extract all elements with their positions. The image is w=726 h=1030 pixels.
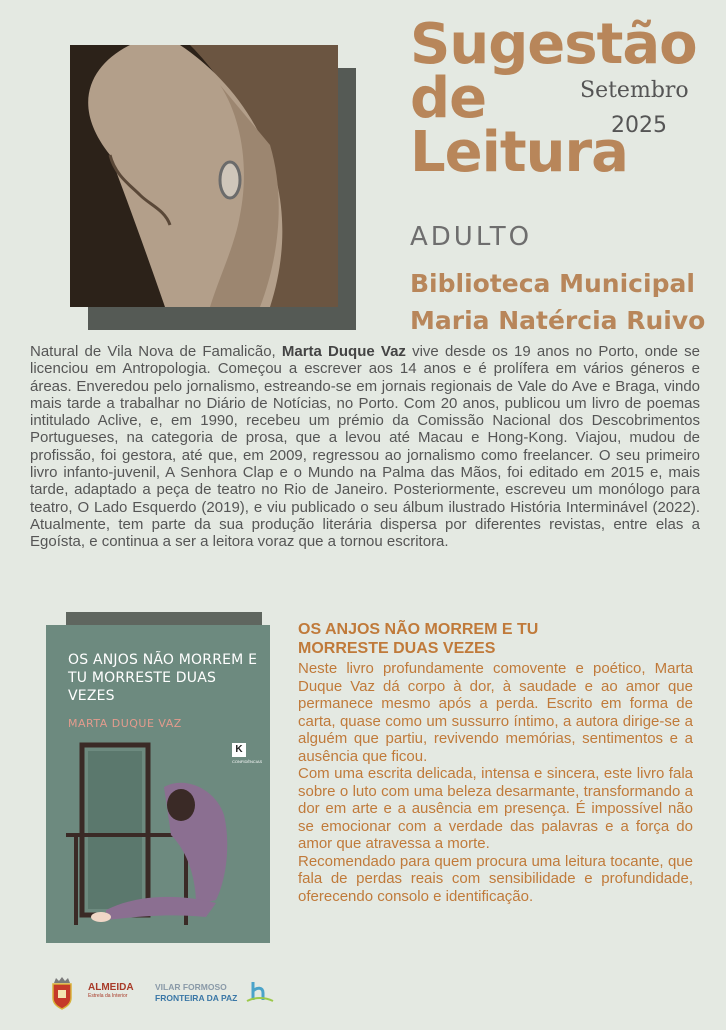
library-logo-icon (245, 980, 275, 1004)
book-cover (46, 625, 270, 943)
author-photo (70, 45, 338, 307)
title-line-2: de (410, 66, 487, 131)
vilar-line-2: FRONTEIRA DA PAZ (155, 993, 238, 1003)
publisher-name: CONFIDÊNCIAS (232, 759, 263, 764)
author-name: Marta Duque Vaz (281, 343, 406, 360)
review-paragraph-2: Com uma escrita delicada, intensa e sincera, este livro fala sobre o luto com uma beleza desarmante, transformando a dor em arte e a ausência em presença. É impossível não se emocionar com a verdade das palavras e a força do amor que atravessa a morte. (298, 765, 693, 852)
bio-intro: Natural de Vila Nova de Famalicão, (30, 343, 282, 360)
title-line-3: Leitura (410, 120, 628, 185)
library-name (410, 265, 705, 339)
book-review (298, 660, 693, 905)
bio-text: vive desde os 19 anos no Porto, onde se licenciou em Antropologia. Começou a escrever aos 14 anos e é prolífera em vários géneros e áreas. Enveredou pelo jornalismo, estreando-se em jornais regionais de Vale do Ave e Braga, vindo mais tarde a trabalhar no Diário de Notícias, no Porto. Com 20 anos, publicou um livro de poemas intitulado Aclive, e, em 1990, recebeu um prémio da Comissão Nacional dos Descobrimentos Portugueses, na categoria de prosa, que a levou até Macau e Hong-Kong. Viajou, mudou de profissão, foi gestora, até que, em 2009, regressou ao jornalismo como freelancer. O seu primeiro livro infanto-juvenil, A Senhora Clap e o Mundo na Palma das Mãos, foi editado em 2015 e, mais tarde, adaptado a peça de teatro no Rio de Janeiro. Posteriormente, escreveu um monólogo para teatro, O Lado Esquerdo (2019), e viu publicado o seu álbum ilustrado História Interminável (2022). Atualmente, tem parte da sua produção literária dispersa por diferentes revistas, entre elas a Egoísta, e continua a ser a leitora voraz que a tornou escritora. (30, 343, 700, 551)
publisher-logo (232, 743, 263, 773)
author-bio (30, 343, 700, 551)
almeida-name: ALMEIDA (88, 982, 134, 993)
review-paragraph-3: Recomendado para quem procura uma leitura tocante, que fala de perdas reais com sensibilidade e profundidade, oferecendo consolo e identificação. (298, 852, 693, 905)
book-title: OS ANJOS NÃO MORREM E TU MORRESTE DUAS VEZES (298, 621, 539, 657)
cover-author: MARTA DUQUE VAZ (68, 717, 182, 730)
library-line-2: Maria Natércia Ruivo (410, 306, 706, 335)
library-line-1: Biblioteca Municipal (410, 269, 695, 298)
year-label: 2025 (611, 113, 667, 138)
author-portrait-image (70, 45, 338, 307)
vilar-line-1: VILAR FORMOSO (155, 982, 227, 992)
almeida-logo (88, 982, 134, 999)
publisher-letter: K (232, 743, 246, 757)
title-line-1: Sugestão (410, 12, 697, 77)
almeida-crest-icon (50, 976, 74, 1010)
review-paragraph-1: Neste livro profundamente comovente e poético, Marta Duque Vaz dá corpo à dor, à saudade e ao amor que permanece mesmo após a perda. Escrito em forma de carta, quase como um sussurro íntimo, a autora dirige-se a alguém que partiu, revivendo memórias, sentimentos e a ausência que ficou. (298, 660, 693, 765)
month-label: Setembro (580, 78, 689, 103)
audience-label: ADULTO (410, 222, 533, 252)
cover-title: OS ANJOS NÃO MORREM E TU MORRESTE DUAS VEZES (68, 652, 258, 704)
almeida-subtitle: Estrela da Interior (88, 993, 128, 999)
vilar-formoso-logo (155, 982, 237, 1004)
